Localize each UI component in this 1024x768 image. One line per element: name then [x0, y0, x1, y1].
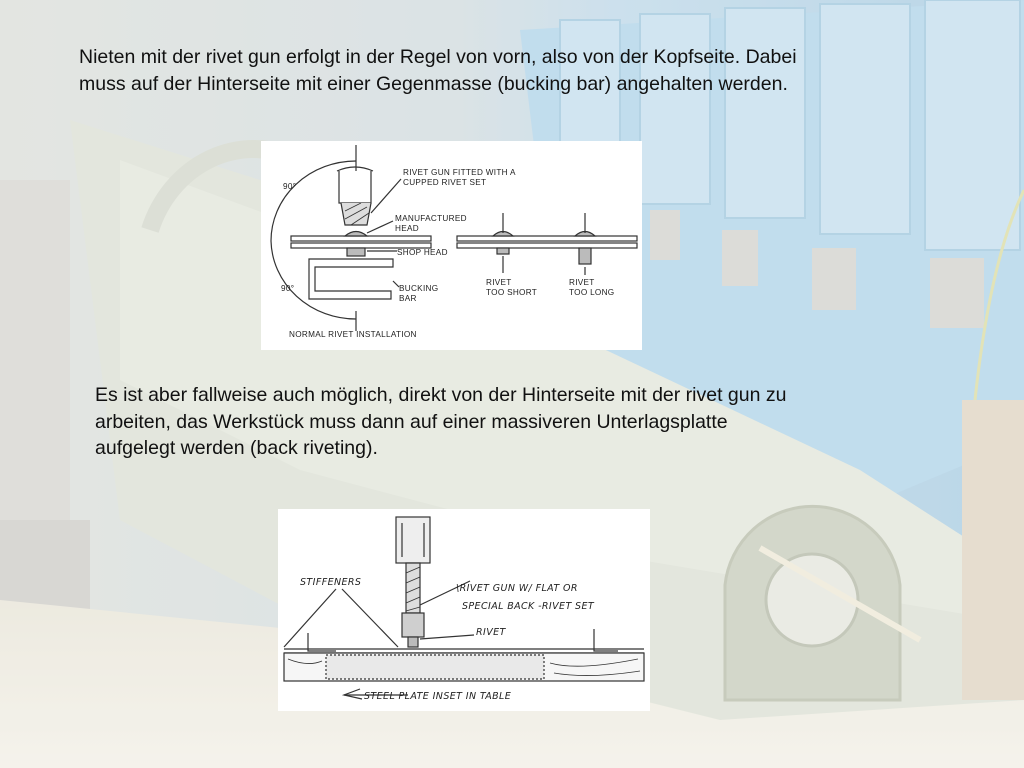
back-riveting-figure: [278, 509, 650, 711]
label-too-long-1: RIVET: [569, 278, 595, 287]
label-bucking-1: BUCKING: [399, 284, 439, 293]
label-manufactured-2: HEAD: [395, 224, 419, 233]
label-rivet-gun-2: CUPPED RIVET SET: [403, 178, 487, 187]
angle-arc-bottom: [271, 241, 356, 319]
angle-label-bottom: 90°: [281, 284, 295, 293]
label-bucking-2: BAR: [399, 294, 417, 303]
label-too-short-2: TOO SHORT: [486, 288, 538, 297]
label-rivet: RIVET: [476, 627, 506, 638]
back-riveting-diagram: [278, 509, 650, 711]
rivet-gun-barrel: [339, 171, 371, 203]
label-too-long-2: TOO LONG: [569, 288, 615, 297]
rivet: [408, 637, 418, 647]
back-riveting-paragraph: Es ist aber fallweise auch möglich, direkt von der Hinterseite mit der rivet gun zu arbeiten, das Werkstück muss dann auf einer massiveren Unterlagsplatte aufgelegt werden (back riveting).: [95, 384, 787, 460]
normal-rivet-installation-figure: [261, 141, 642, 350]
bucking-bar: [309, 259, 393, 299]
label-rivet-gun-2: SPECIAL BACK -RIVET SET: [462, 601, 595, 612]
label-too-short-1: RIVET: [486, 278, 512, 287]
back-rivet-set: [402, 613, 424, 637]
label-rivet-gun-1: \RIVET GUN W/ FLAT OR: [456, 583, 578, 594]
rivet-diagram: [261, 141, 642, 350]
steel-plate: [326, 655, 544, 679]
label-shop-head: SHOP HEAD: [397, 248, 448, 257]
angle-label-top: 90°: [283, 182, 297, 191]
label-stiffeners: STIFFENERS: [300, 577, 362, 588]
label-manufactured-1: MANUFACTURED: [395, 214, 467, 223]
shop-head: [347, 248, 365, 256]
figure-caption: NORMAL RIVET INSTALLATION: [289, 330, 417, 339]
rivet-gun: [396, 517, 430, 563]
intro-paragraph: Nieten mit der rivet gun erfolgt in der Regel von vorn, also von der Kopfseite. Dabei muss auf der Hinterseite mit einer Gegenmasse (bucking bar) angehalten werden.: [79, 46, 797, 95]
label-rivet-gun-1: RIVET GUN FITTED WITH A: [403, 168, 516, 177]
label-steel-plate: STEEL PLATE INSET IN TABLE: [364, 691, 512, 702]
angle-arc-top: [271, 161, 356, 241]
